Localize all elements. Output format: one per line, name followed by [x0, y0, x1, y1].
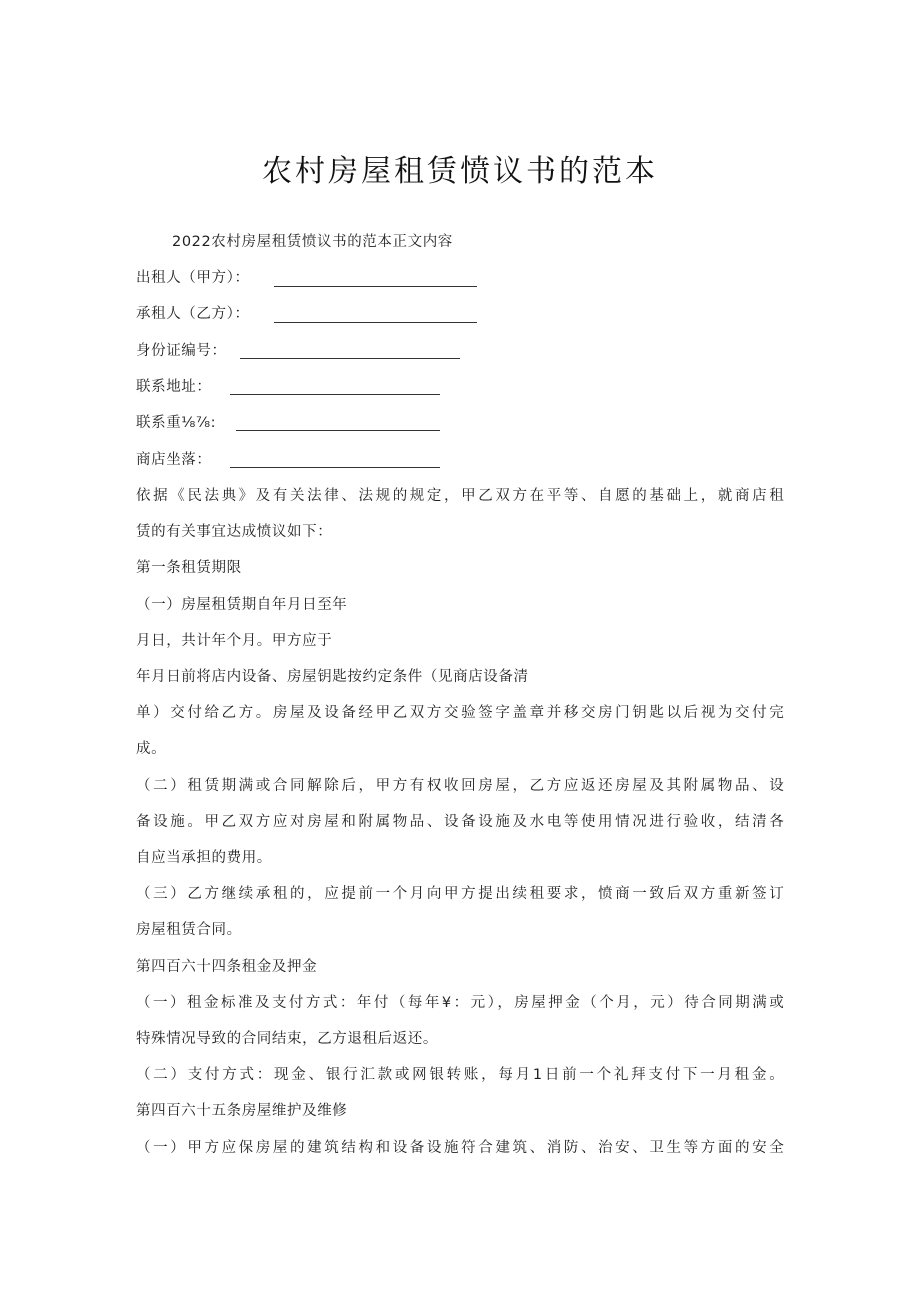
- field-label-lessor: 出租人（甲方）：: [136, 270, 250, 286]
- field-label-shop-location: 商店坐落：: [136, 452, 212, 468]
- body-line-12: （三）乙方继续承租的，应提前一个月向甲方提出续租要求，愤商一致后双方重新签订: [136, 886, 784, 902]
- id-number-blank-line: [240, 358, 460, 359]
- body-line-7: 单）交付给乙方。房屋及设备经甲乙双方交验签字盖章并移交房门钥匙以后视为交付完: [136, 705, 784, 721]
- body-line-6: 年月日前将店内设备、房屋钥匙按约定条件（见商店设备清: [136, 669, 529, 685]
- body-line-13: 房屋租赁合同。: [136, 922, 242, 938]
- section-heading-maintenance: 第四百六十五条房屋维护及维修: [136, 1103, 348, 1119]
- body-line-8: 成。: [136, 741, 167, 757]
- body-line-16: 特殊情况导致的合同结束，乙方退租后返还。: [136, 1031, 438, 1047]
- field-label-phone: 联系重⅛⅞:: [136, 415, 217, 431]
- document-title: 农村房屋租赁愤议书的范本: [262, 154, 658, 189]
- field-label-lessee: 承租人（乙方）：: [136, 306, 250, 322]
- body-line-9: （二）租赁期满或合同解除后，甲方有权收回房屋，乙方应返还房屋及其附属物品、设: [136, 778, 784, 794]
- field-label-address: 联系地址：: [136, 379, 212, 395]
- lessor-blank-line: [274, 286, 477, 287]
- phone-blank-line: [236, 430, 440, 431]
- body-line-1: 依据《民法典》及有关法律、法规的规定，甲乙双方在平等、自愿的基础上，就商店租: [136, 488, 784, 504]
- body-line-11: 自应当承担的费用。: [136, 850, 272, 866]
- address-blank-line: [230, 394, 440, 395]
- body-line-2: 赁的有关事宜达成愤议如下：: [136, 524, 333, 540]
- section-heading-rent: 第四百六十四条租金及押金: [136, 959, 318, 975]
- body-line-10: 备设施。甲乙双方应对房屋和附属物品、设备设施及水电等使用情况进行验收，结清各: [136, 814, 784, 830]
- field-label-id-number: 身份证编号：: [136, 343, 227, 359]
- subtitle: 2022农村房屋租赁愤议书的范本正文内容: [172, 234, 453, 250]
- body-line-15: （一）租金标准及支付方式：年付（每年¥：元），房屋押金（个月，元）待合同期满或: [136, 995, 784, 1011]
- lessee-blank-line: [274, 322, 477, 323]
- shop-location-blank-line: [230, 467, 440, 468]
- body-line-17: （二）支付方式：现金、银行汇款或网银转账，每月1日前一个礼拜支付下一月租金。: [136, 1067, 784, 1083]
- body-line-5: 月日，共计年个月。甲方应于: [136, 633, 333, 649]
- body-line-4: （一）房屋租赁期自年月日至年: [136, 597, 348, 613]
- section-heading-term: 第一条租赁期限: [136, 560, 242, 576]
- body-line-19: （一）甲方应保房屋的建筑结构和设备设施符合建筑、消防、治安、卫生等方面的安全: [136, 1140, 784, 1156]
